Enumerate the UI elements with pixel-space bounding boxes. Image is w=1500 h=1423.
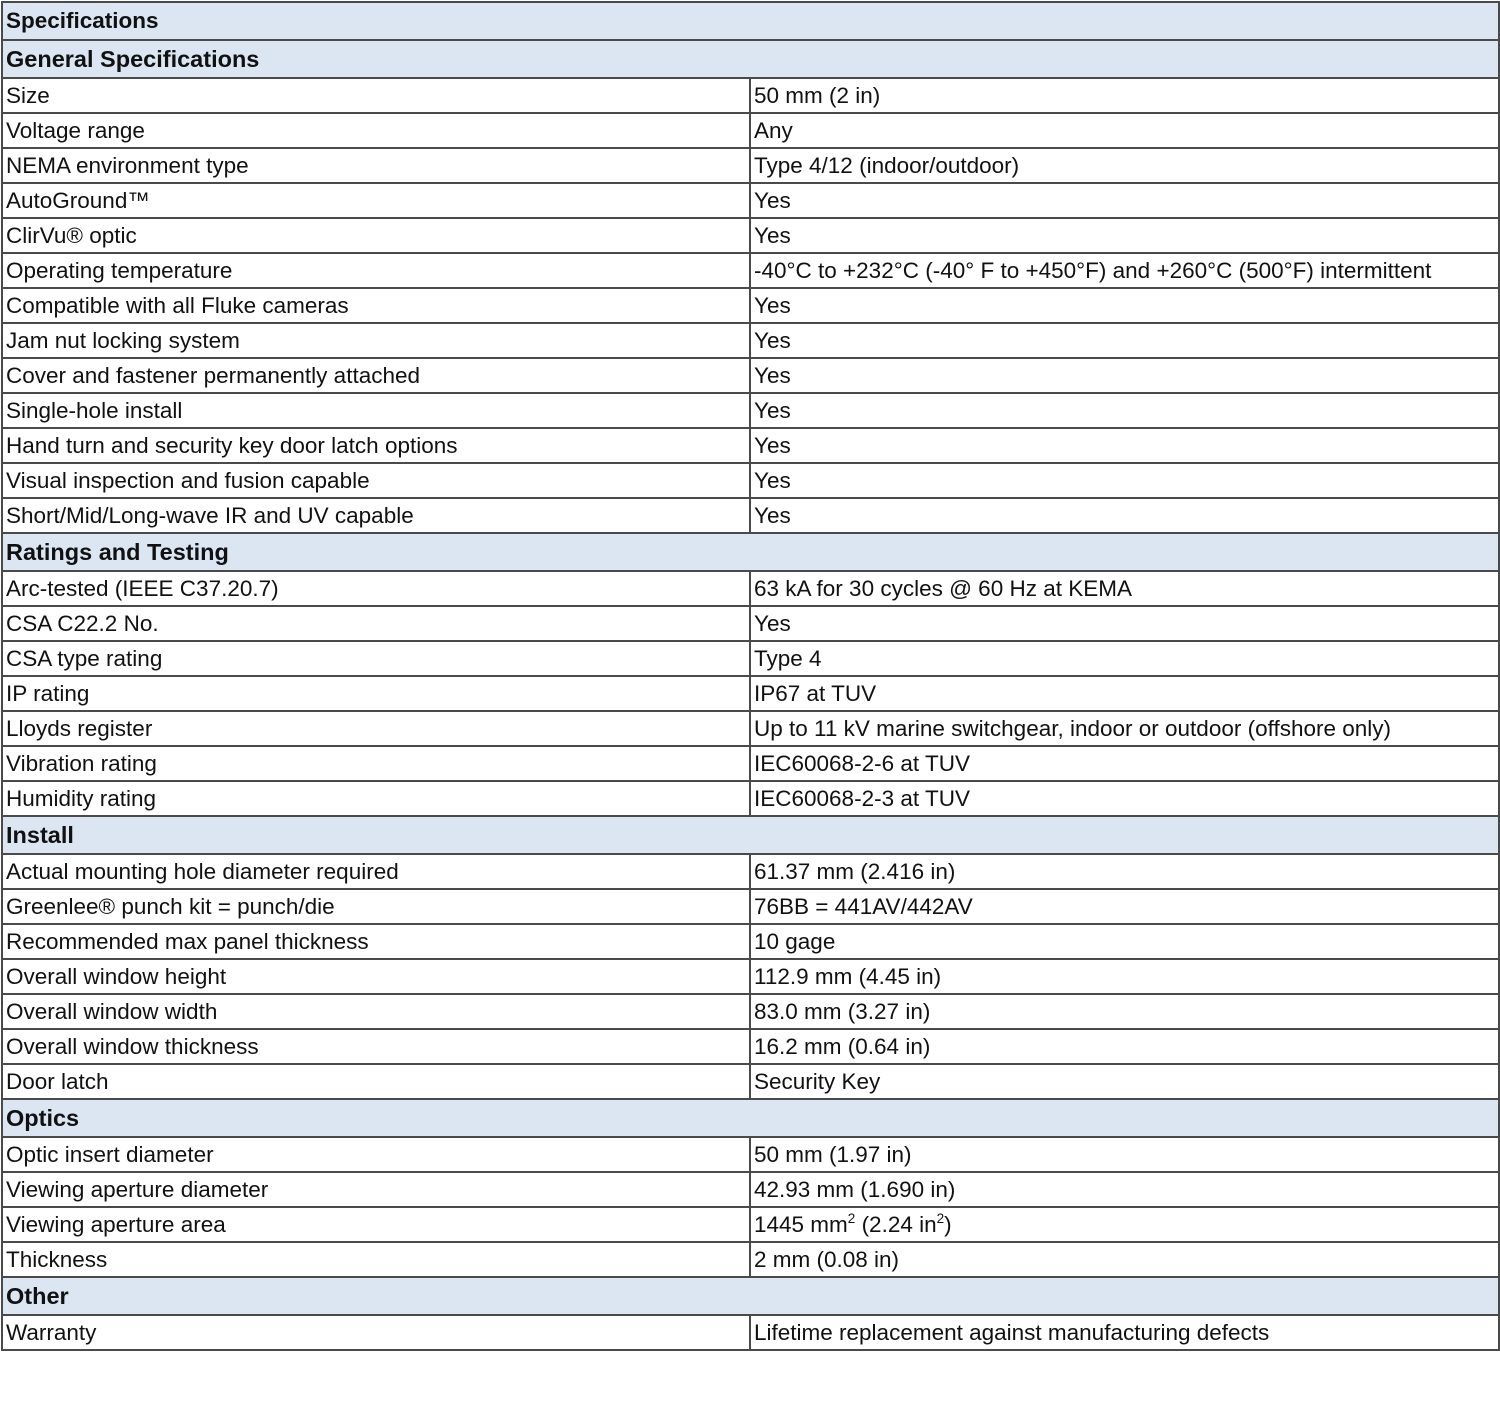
row-label: Viewing aperture area <box>2 1207 750 1242</box>
row-value: 2 mm (0.08 in) <box>750 1242 1499 1277</box>
table-row <box>2 1064 1499 1099</box>
table-row <box>2 1172 1499 1207</box>
row-label: Actual mounting hole diameter required <box>2 854 750 889</box>
row-value: Yes <box>750 358 1499 393</box>
superscript: 2 <box>936 1211 945 1227</box>
row-label: Overall window thickness <box>2 1029 750 1064</box>
row-value: Type 4 <box>750 641 1499 676</box>
table-row <box>2 924 1499 959</box>
row-value: IEC60068-2-6 at TUV <box>750 746 1499 781</box>
row-label: Humidity rating <box>2 781 750 816</box>
table-row <box>2 781 1499 816</box>
table-row <box>2 959 1499 994</box>
row-label: Single-hole install <box>2 393 750 428</box>
table-title-row <box>2 2 1499 40</box>
section-header-row <box>2 40 1499 78</box>
specifications-table <box>1 1 1500 1351</box>
row-value: Yes <box>750 288 1499 323</box>
row-value: Yes <box>750 498 1499 533</box>
table-row <box>2 428 1499 463</box>
row-label: Hand turn and security key door latch options <box>2 428 750 463</box>
table-row <box>2 854 1499 889</box>
row-value: IEC60068-2-3 at TUV <box>750 781 1499 816</box>
superscript: 2 <box>847 1211 856 1227</box>
value-text: (2.24 in <box>855 1212 937 1237</box>
table-row <box>2 113 1499 148</box>
row-value: 50 mm (2 in) <box>750 78 1499 113</box>
row-label: Visual inspection and fusion capable <box>2 463 750 498</box>
row-value: Yes <box>750 218 1499 253</box>
row-value: 61.37 mm (2.416 in) <box>750 854 1499 889</box>
row-value: 76BB = 441AV/442AV <box>750 889 1499 924</box>
section-heading-ratings-and-testing: Ratings and Testing <box>2 533 1499 571</box>
row-label: Voltage range <box>2 113 750 148</box>
row-label: Overall window width <box>2 994 750 1029</box>
row-value: Any <box>750 113 1499 148</box>
row-label: Greenlee® punch kit = punch/die <box>2 889 750 924</box>
row-label: Overall window height <box>2 959 750 994</box>
row-value: Yes <box>750 393 1499 428</box>
row-value: 42.93 mm (1.690 in) <box>750 1172 1499 1207</box>
row-value <box>750 1207 1499 1242</box>
table-row <box>2 711 1499 746</box>
row-label: Door latch <box>2 1064 750 1099</box>
table-row <box>2 183 1499 218</box>
row-label: Arc-tested (IEEE C37.20.7) <box>2 571 750 606</box>
row-label: Thickness <box>2 1242 750 1277</box>
row-value: Yes <box>750 428 1499 463</box>
row-label: Operating temperature <box>2 253 750 288</box>
row-label: Compatible with all Fluke cameras <box>2 288 750 323</box>
row-value: Yes <box>750 323 1499 358</box>
row-value: 16.2 mm (0.64 in) <box>750 1029 1499 1064</box>
row-value: Yes <box>750 183 1499 218</box>
table-row <box>2 498 1499 533</box>
table-row <box>2 253 1499 288</box>
section-header-row <box>2 816 1499 854</box>
row-value: Type 4/12 (indoor/outdoor) <box>750 148 1499 183</box>
row-label: Optic insert diameter <box>2 1137 750 1172</box>
table-title: Specifications <box>2 2 1499 40</box>
row-value: 10 gage <box>750 924 1499 959</box>
value-text: 1445 mm <box>754 1212 848 1237</box>
row-label: Short/Mid/Long-wave IR and UV capable <box>2 498 750 533</box>
table-row <box>2 994 1499 1029</box>
row-value: 50 mm (1.97 in) <box>750 1137 1499 1172</box>
row-label: Size <box>2 78 750 113</box>
section-heading-general-specifications: General Specifications <box>2 40 1499 78</box>
section-header-row <box>2 1099 1499 1137</box>
row-value: 63 kA for 30 cycles @ 60 Hz at KEMA <box>750 571 1499 606</box>
row-value: Yes <box>750 606 1499 641</box>
section-heading-optics: Optics <box>2 1099 1499 1137</box>
row-label: Vibration rating <box>2 746 750 781</box>
row-label: AutoGround™ <box>2 183 750 218</box>
section-heading-other: Other <box>2 1277 1499 1315</box>
row-label: Cover and fastener permanently attached <box>2 358 750 393</box>
row-value: IP67 at TUV <box>750 676 1499 711</box>
row-value: Security Key <box>750 1064 1499 1099</box>
table-row <box>2 606 1499 641</box>
table-row <box>2 1137 1499 1172</box>
table-row <box>2 393 1499 428</box>
table-row <box>2 78 1499 113</box>
row-label: Warranty <box>2 1315 750 1350</box>
table-row <box>2 463 1499 498</box>
row-label: IP rating <box>2 676 750 711</box>
table-row <box>2 641 1499 676</box>
row-label: ClirVu® optic <box>2 218 750 253</box>
table-row <box>2 1207 1499 1242</box>
table-row <box>2 218 1499 253</box>
row-label: CSA type rating <box>2 641 750 676</box>
row-value: Yes <box>750 463 1499 498</box>
table-row <box>2 1242 1499 1277</box>
row-label: Lloyds register <box>2 711 750 746</box>
section-heading-install: Install <box>2 816 1499 854</box>
table-row <box>2 1315 1499 1350</box>
row-label: Recommended max panel thickness <box>2 924 750 959</box>
row-value: Up to 11 kV marine switchgear, indoor or outdoor (offshore only) <box>750 711 1499 746</box>
table-row <box>2 1029 1499 1064</box>
section-header-row <box>2 533 1499 571</box>
table-row <box>2 148 1499 183</box>
table-row <box>2 746 1499 781</box>
row-label: CSA C22.2 No. <box>2 606 750 641</box>
row-label: Viewing aperture diameter <box>2 1172 750 1207</box>
value-text: ) <box>944 1212 952 1237</box>
row-value: -40°C to +232°C (-40° F to +450°F) and +260°C (500°F) intermittent <box>750 253 1499 288</box>
row-label: NEMA environment type <box>2 148 750 183</box>
row-value: Lifetime replacement against manufacturing defects <box>750 1315 1499 1350</box>
section-header-row <box>2 1277 1499 1315</box>
row-value: 83.0 mm (3.27 in) <box>750 994 1499 1029</box>
table-row <box>2 288 1499 323</box>
table-row <box>2 323 1499 358</box>
row-label: Jam nut locking system <box>2 323 750 358</box>
table-row <box>2 676 1499 711</box>
table-row <box>2 571 1499 606</box>
table-row <box>2 889 1499 924</box>
row-value: 112.9 mm (4.45 in) <box>750 959 1499 994</box>
table-row <box>2 358 1499 393</box>
